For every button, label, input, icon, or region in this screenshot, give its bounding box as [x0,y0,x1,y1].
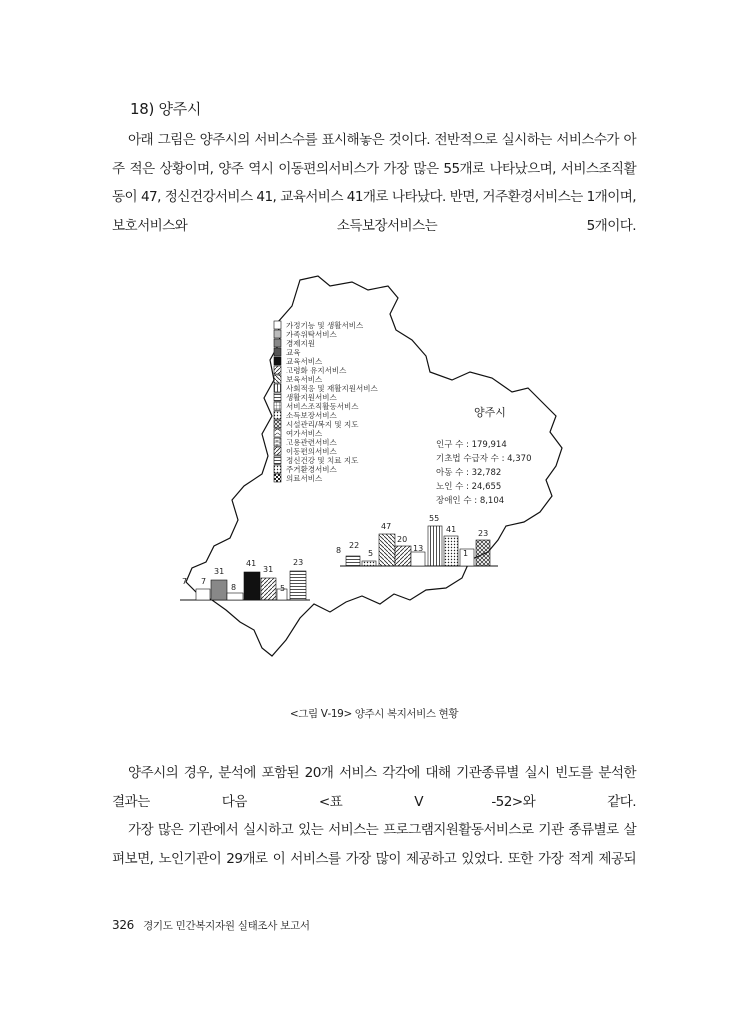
stat-recipients: 기초법 수급자 수 : 4,370 [436,454,532,464]
bar-value: 31 [263,565,274,574]
bar [196,589,210,600]
bar-value: 8 [336,546,342,555]
intro-line-1: 아래 그림은 양주시의 서비스수를 표시해놓은 것이다. 전반적으로 실시하는 서비스수가 아 [128,132,636,148]
legend-label-3: 경제지원 [286,339,315,348]
stat-elderly: 노인 수 : 24,655 [436,482,502,492]
bar [411,552,425,566]
legend-label-8: 사회적응 및 재활지원서비스 [286,384,378,393]
bar-value: 31 [214,567,225,576]
bar-value: 23 [293,558,304,567]
stat-children: 아동 수 : 32,782 [436,468,502,478]
bar-value: 41 [246,559,257,568]
page-footer [112,918,310,933]
section-heading: 18) 양주시 [130,100,202,118]
bar-value: 5 [368,549,374,558]
legend-label-12: 시설관리/복지 및 지도 [286,420,359,429]
bar [290,571,306,600]
region-name: 양주시 [474,406,506,419]
legend-label-9: 생활지원서비스 [286,393,337,402]
p2-line-1: 양주시의 경우, 분석에 포함된 20개 서비스 각각에 대해 기관종류별 실시 빈도를 분석한 [128,765,636,781]
p3-line-2: 펴보면, 노인기관이 29개로 이 서비스를 가장 많이 제공하고 있었다. 또한 가장 적게 제공되 [112,850,636,867]
legend-label-16: 정신건강 및 치료 지도 [286,456,359,465]
bar-value: 5 [280,584,286,593]
bar [444,536,458,566]
legend-label-10: 서비스조직활동서비스 [286,402,359,411]
bar [227,593,243,600]
bar-value: 1 [463,549,469,558]
legend-label-11: 소득보장서비스 [286,411,337,420]
bar-value: 47 [381,522,392,531]
intro-line-4: 보호서비스와 소득보장서비스는 5개이다. [112,217,636,234]
bar [244,572,260,600]
legend-label-1: 가정기능 및 생활서비스 [286,321,364,330]
bar [379,534,395,566]
stat-population: 인구 수 : 179,914 [436,440,507,450]
bar-value: 20 [397,535,408,544]
legend-label-2: 가족위탁서비스 [286,330,337,339]
p3-line-1: 가장 많은 기관에서 실시하고 있는 서비스는 프로그램지원활동서비스로 기관 종류별로 살 [128,822,636,838]
legend-label-15: 이동편의서비스 [286,447,337,456]
legend-label-7: 보육서비스 [286,375,323,384]
legend-label-4: 교육 [286,348,301,357]
legend-label-18: 의료서비스 [286,474,323,483]
bar-value: 23 [478,529,489,538]
bar-value: 8 [231,583,237,592]
legend-label-17: 주거환경서비스 [286,465,337,474]
p2-line-2: 결과는 다음 <표 Ⅴ-52>와 같다. [112,793,636,810]
legend-label-5: 교육서비스 [286,357,323,366]
intro-line-2: 주 적은 상황이며, 양주 역시 이동편의서비스가 가장 많은 55개로 나타났으며, 서비스조직활 [112,160,636,177]
paragraph-3 [112,816,636,873]
bar-value: 22 [349,541,360,550]
report-title: 경기도 민간복지자원 실태조사 보고서 [143,920,310,932]
bar [261,578,276,600]
page-number: 326 [112,918,135,932]
bar-value: 7 [201,577,207,586]
intro-line-3: 동이 47, 정신건강서비스 41, 교육서비스 41개로 나타났다. 반면, 거주환경서비스는 1개이며, [112,189,636,205]
bar-value: 13 [413,544,424,553]
bar [362,561,376,566]
legend-label-14: 고용관련서비스 [286,438,337,447]
bar [428,526,442,566]
legend-label-6: 고령화 유지서비스 [286,366,347,375]
bar [395,546,411,566]
bar [211,580,227,600]
paragraph-2 [112,759,636,816]
bar-value: 55 [429,514,440,523]
legend-label-13: 여가서비스 [286,429,323,438]
bar-value: 41 [446,525,457,534]
bar [346,556,360,566]
stat-disabled: 장애인 수 : 8,104 [436,496,505,506]
bar [476,540,490,566]
figure-caption: <그림 Ⅴ-19> 양주시 복지서비스 현황 [289,708,459,720]
bar-value: 7 [182,577,188,586]
